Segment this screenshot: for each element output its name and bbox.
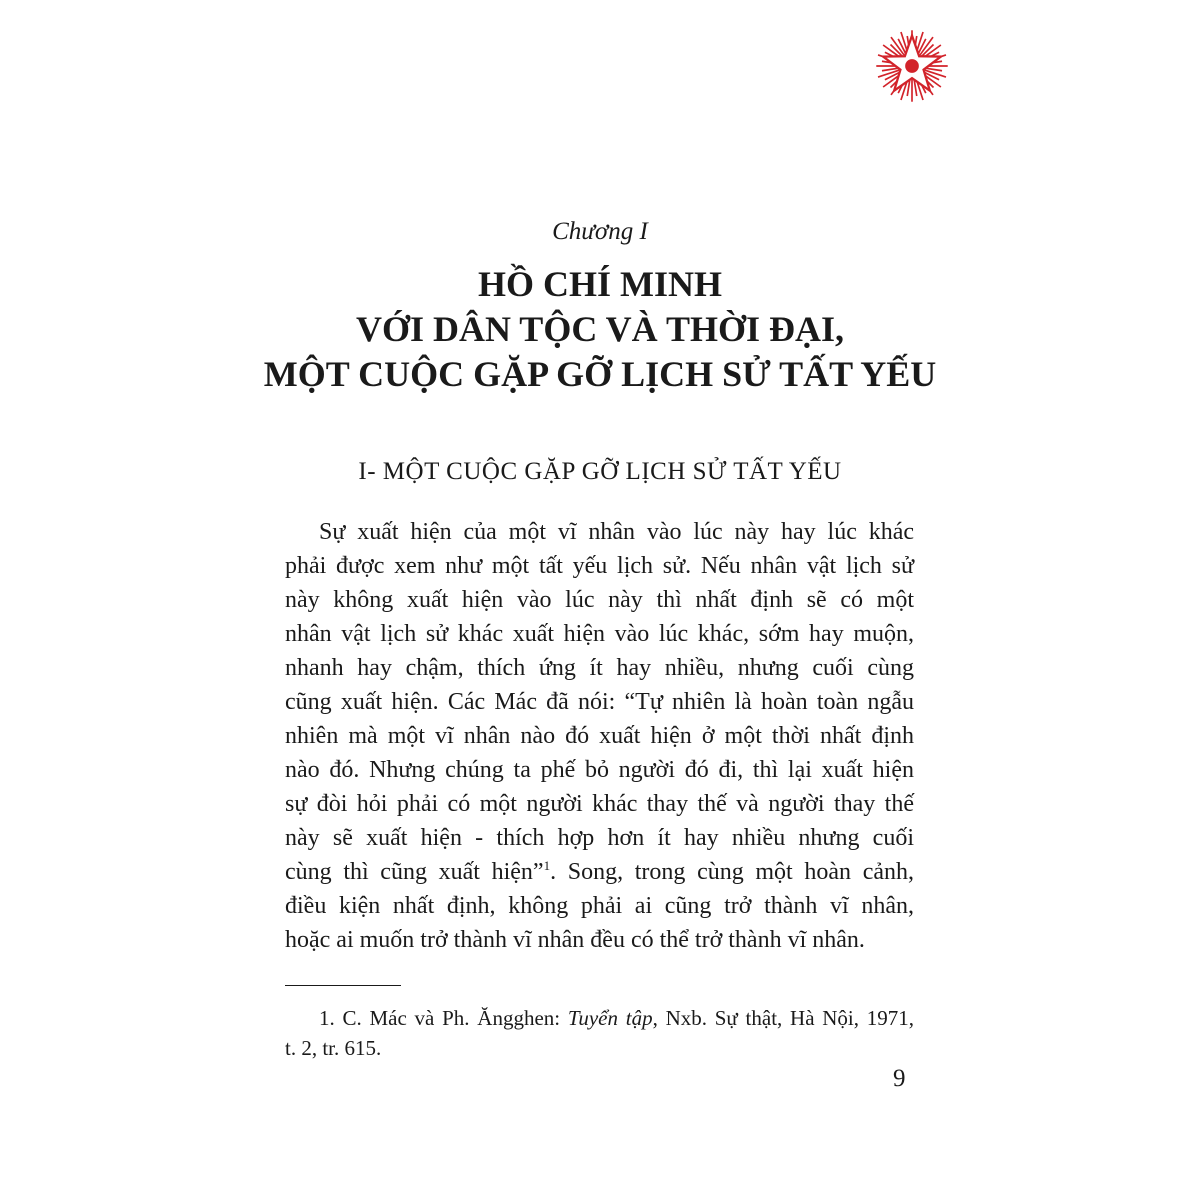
section-heading: I- MỘT CUỘC GẶP GỠ LỊCH SỬ TẤT YẾU [358, 458, 842, 485]
footnote-divider [285, 985, 401, 986]
body-line-text: . Song, trong cùng một hoàn cảnh, [550, 859, 914, 885]
chapter-title-line: VỚI DÂN TỘC VÀ THỜI ĐẠI, [355, 309, 845, 349]
chapter-title [0, 262, 1200, 397]
chapter-label: Chương I [552, 218, 648, 245]
body-line: nào đó. Nhưng chúng ta phế bỏ người đó đi, thì lại xuất hiện [285, 757, 914, 783]
page-number: 9 [893, 1065, 906, 1092]
body-line: phải được xem như một tất yếu lịch sử. Nếu nhân vật lịch sử [285, 553, 914, 579]
body-paragraph [285, 515, 914, 957]
body-line: điều kiện nhất định, không phải ai cũng trở thành vĩ nhân, [285, 893, 914, 919]
footnote-line [285, 1003, 914, 1033]
footnote-work-title: Tuyển tập [567, 1006, 653, 1030]
body-line-text: cùng thì cũng xuất hiện” [285, 859, 544, 885]
footnote [285, 1003, 914, 1063]
footnote-line: t. 2, tr. 615. [285, 1036, 382, 1060]
body-line: Sự xuất hiện của một vĩ nhân vào lúc này hay lúc khác [319, 519, 914, 545]
chapter-title-line: MỘT CUỘC GẶP GỠ LỊCH SỬ TẤT YẾU [263, 354, 937, 394]
body-line: này không xuất hiện vào lúc này thì nhất định sẽ có một [285, 587, 914, 613]
body-line: nhân vật lịch sử khác xuất hiện vào lúc khác, sớm hay muộn, [285, 621, 914, 647]
chapter-title-line: HỒ CHÍ MINH [477, 264, 722, 304]
body-line: nhanh hay chậm, thích ứng ít hay nhiều, nhưng cuối cùng [285, 655, 914, 681]
star-logo-icon [874, 28, 950, 104]
body-line [285, 855, 914, 889]
body-line: nhiên mà một vĩ nhân nào đó xuất hiện ở một thời nhất định [285, 723, 914, 749]
footnote-suffix: , Nxb. Sự thật, Hà Nội, 1971, [652, 1006, 914, 1030]
body-line: sự đòi hỏi phải có một người khác thay thế và người thay thế [285, 791, 914, 817]
body-line: này sẽ xuất hiện - thích hợp hơn ít hay nhiều nhưng cuối [285, 825, 914, 851]
footnote-prefix: 1. C. Mác và Ph. Ăngghen: [319, 1006, 568, 1030]
body-line: cũng xuất hiện. Các Mác đã nói: “Tự nhiên là hoàn toàn ngẫu [285, 689, 914, 715]
footnote-reference: 1 [543, 858, 551, 873]
body-line: hoặc ai muốn trở thành vĩ nhân đều có thể trở thành vĩ nhân. [285, 927, 865, 953]
